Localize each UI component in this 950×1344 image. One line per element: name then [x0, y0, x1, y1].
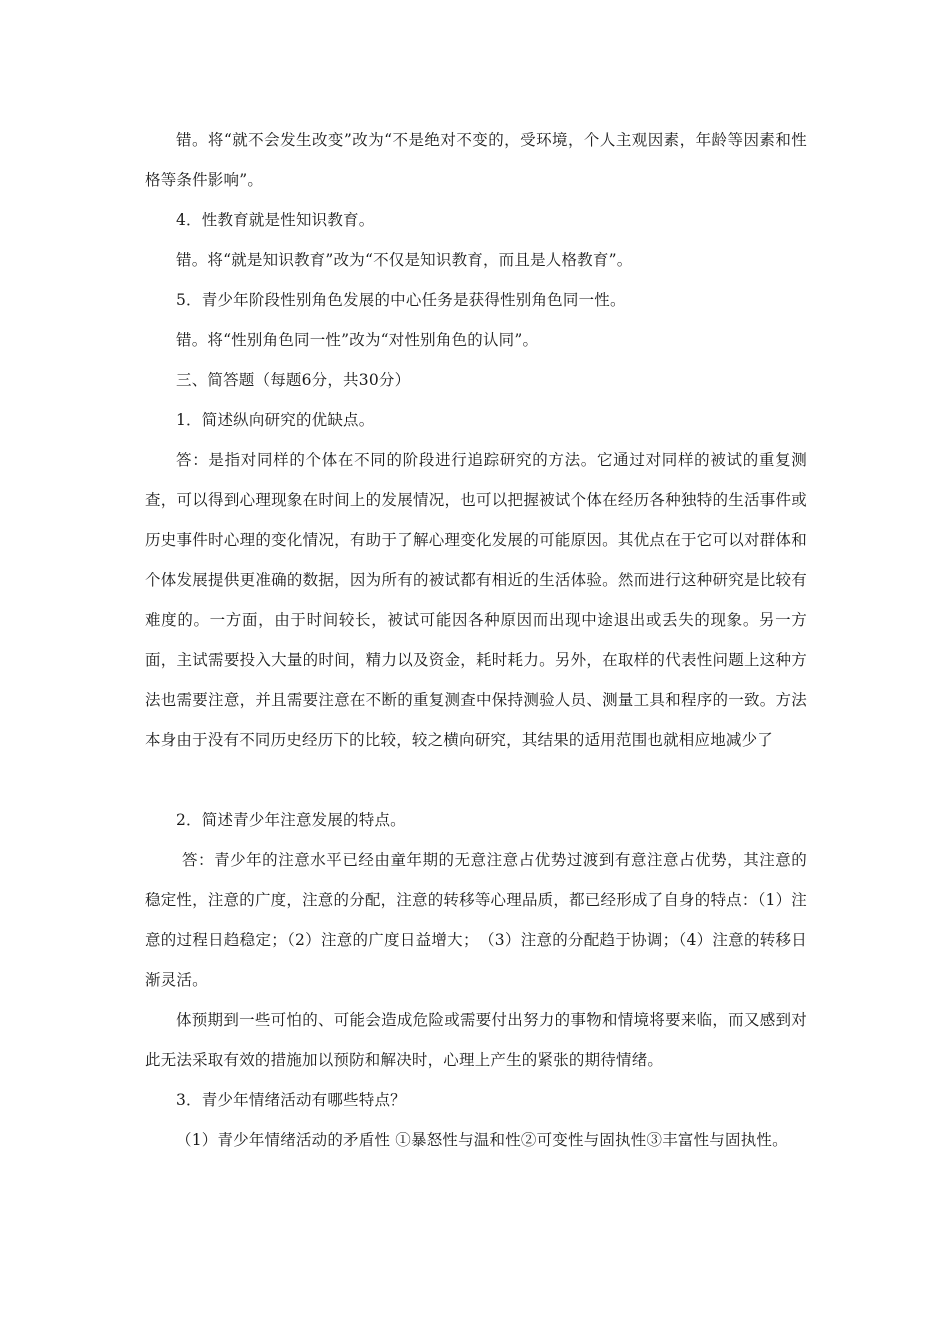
short-question-2: 2．简述青少年注意发展的特点。	[176, 811, 406, 829]
question-5: 5．青少年阶段性别角色发展的中心任务是获得性别角色同一性。	[176, 291, 626, 309]
short-answer-3: （1）青少年情绪活动的矛盾性 ①暴怒性与温和性②可变性与固执性③丰富性与固执性。	[176, 1131, 788, 1149]
short-question-1: 1．简述纵向研究的优缺点。	[176, 411, 375, 429]
answer-4: 错。将“就是知识教育”改为“不仅是知识教育，而且是人格教育”。	[176, 251, 633, 269]
answer-5: 错。将“性别角色同一性”改为“对性别角色的认同”。	[176, 331, 539, 349]
short-answer-2: 答：青少年的注意水平已经由童年期的无意注意占优势过渡到有意注意占优势，其注意的稳定性，注意的广度，注意的分配，注意的转移等心理品质，都已经形成了自身的特点：（1）注意的过程日趋稳定；（2）注意的广度日益增大； （3）注意的分配趋于协调；（4）注意的转移日渐灵活。	[145, 851, 807, 989]
answer-paragraph-3: 错。将“就不会发生改变”改为“不是绝对不变的，受环境，个人主观因素，年龄等因素和性格等条件影响”。	[145, 131, 807, 189]
emotion-definition-paragraph: 体预期到一些可怕的、可能会造成危险或需要付出努力的事物和情境将要来临，而又感到对此无法采取有效的措施加以预防和解决时，心理上产生的紧张的期待情绪。	[145, 1011, 807, 1069]
short-question-3: 3．青少年情绪活动有哪些特点？	[176, 1091, 406, 1109]
section-heading-short-answer: 三、简答题（每题6分，共30分）	[176, 371, 411, 389]
question-4: 4．性教育就是性知识教育。	[176, 211, 375, 229]
short-answer-1: 答：是指对同样的个体在不同的阶段进行追踪研究的方法。它通过对同样的被试的重复测查，可以得到心理现象在时间上的发展情况，也可以把握被试个体在经历各种独特的生活事件或历史事件时心理的变化情况，有助于了解心理变化发展的可能原因。其优点在于它可以对群体和个体发展提供更准确的数据，因为所有的被试都有相近的生活体验。然而进行这种研究是比较有难度的。一方面，由于时间较长，被试可能因各种原因而出现中途退出或丢失的现象。另一方面，主试需要投入大量的时间，精力以及资金，耗时耗力。另外，在取样的代表性问题上这种方法也需要注意，并且需要注意在不断的重复测查中保持测验人员、测量工具和程序的一致。方法本身由于没有不同历史经历下的比较，较之横向研究，其结果的适用范围也就相应地减少了	[145, 451, 807, 749]
